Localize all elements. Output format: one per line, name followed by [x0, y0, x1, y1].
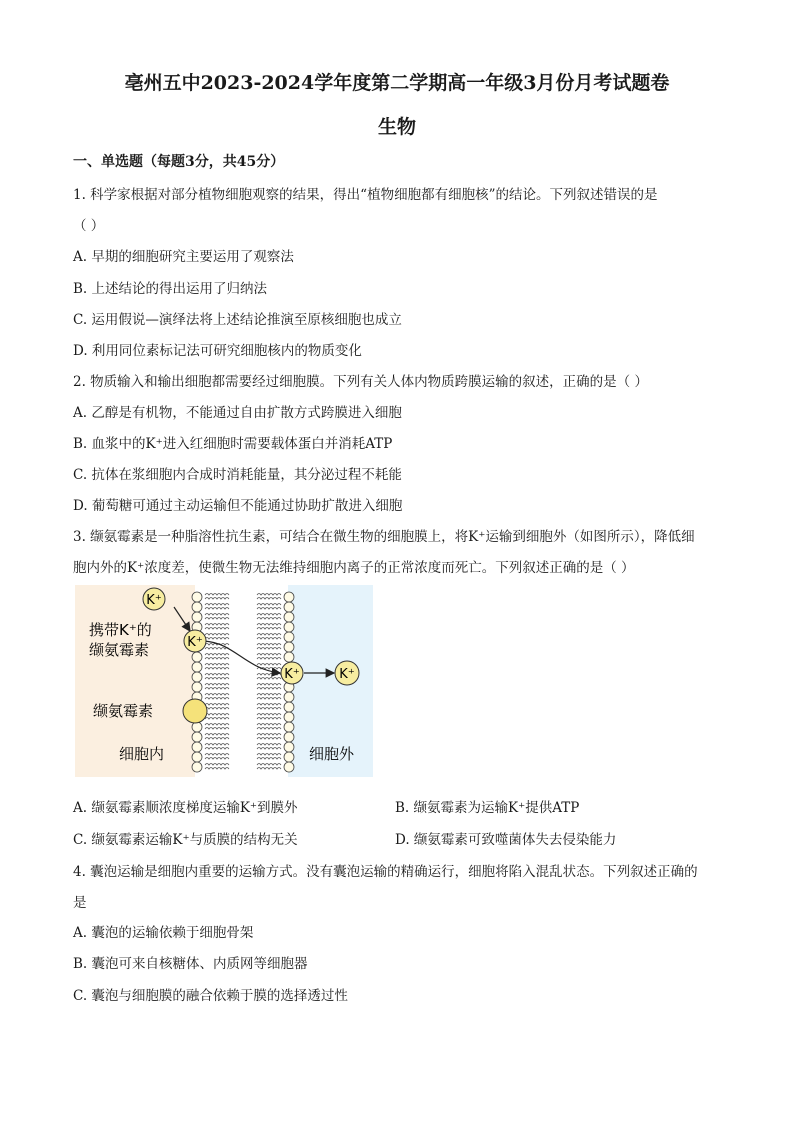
- lipid-head: [192, 742, 202, 752]
- lipid-tail: [257, 604, 281, 606]
- lipid-tail: [257, 688, 281, 690]
- lipid-tail: [257, 768, 281, 770]
- lipid-head: [284, 732, 294, 742]
- lipid-tail: [205, 694, 229, 696]
- lipid-tail: [257, 748, 281, 750]
- lipid-tail: [205, 704, 229, 706]
- k-ion-label-3: K⁺: [284, 667, 300, 682]
- q1-option-c: C. 运用假说—演绎法将上述结论推演至原核细胞也成立: [73, 312, 402, 328]
- lipid-head: [192, 612, 202, 622]
- lipid-head: [192, 722, 202, 732]
- q2-option-d: D. 葡萄糖可通过主动运输但不能通过协助扩散进入细胞: [73, 498, 403, 514]
- lipid-tail: [257, 658, 281, 660]
- lipid-tail: [205, 594, 229, 596]
- lipid-tail: [257, 638, 281, 640]
- lipid-tail: [257, 704, 281, 706]
- lipid-tail: [205, 598, 229, 600]
- lipid-tail: [205, 754, 229, 756]
- lipid-tail: [205, 634, 229, 636]
- lipid-tail: [205, 708, 229, 710]
- lipid-tail: [205, 614, 229, 616]
- valinomycin-figure: [75, 585, 375, 780]
- lipid-head: [284, 612, 294, 622]
- lipid-tail: [257, 664, 281, 666]
- label-valinomycin: 缬氨霉素: [93, 702, 154, 720]
- lipid-tail: [205, 604, 229, 606]
- lipid-tail: [257, 644, 281, 646]
- lipid-head: [284, 652, 294, 662]
- lipid-head: [284, 692, 294, 702]
- lipid-tail: [205, 748, 229, 750]
- lipid-tail: [205, 668, 229, 670]
- lipid-tail: [205, 628, 229, 630]
- q2-option-c: C. 抗体在浆细胞内合成时消耗能量，其分泌过程不耗能: [73, 467, 402, 483]
- lipid-head: [192, 682, 202, 692]
- lipid-tail: [205, 734, 229, 736]
- lipid-tail: [257, 728, 281, 730]
- lipid-tail: [257, 598, 281, 600]
- lipid-head: [192, 672, 202, 682]
- q3-option-d: D. 缬氨霉素可致噬菌体失去侵染能力: [395, 832, 617, 848]
- q4-stem-cont: 是: [73, 895, 87, 911]
- label-carrier-line2: 缬氨霉素: [89, 641, 150, 659]
- lipid-tail: [257, 744, 281, 746]
- lipid-tail: [257, 734, 281, 736]
- lipid-tail: [205, 618, 229, 620]
- lipid-tail: [257, 724, 281, 726]
- q4-option-b: B. 囊泡可来自核糖体、内质网等细胞器: [73, 956, 308, 972]
- lipid-tail: [205, 718, 229, 720]
- lipid-tail: [205, 688, 229, 690]
- q3-option-c: C. 缬氨霉素运输K⁺与质膜的结构无关: [73, 832, 298, 848]
- lipid-tail: [205, 728, 229, 730]
- k-ion-label-2: K⁺: [187, 635, 203, 650]
- lipid-head: [192, 652, 202, 662]
- q4-stem: 4. 囊泡运输是细胞内重要的运输方式。没有囊泡运输的精确运行，细胞将陷入混乱状态。下列叙述正确的: [73, 864, 698, 880]
- q1-option-d: D. 利用同位素标记法可研究细胞核内的物质变化: [73, 343, 362, 359]
- k-ion-label-4: K⁺: [339, 667, 355, 682]
- phospholipid-bilayer: [192, 592, 294, 772]
- q4-option-c: C. 囊泡与细胞膜的融合依赖于膜的选择透过性: [73, 988, 348, 1004]
- lipid-head: [192, 762, 202, 772]
- exam-title: 亳州五中2023-2024学年度第二学期高一年级3月份月考试题卷: [124, 72, 670, 94]
- q1-option-a: A. 早期的细胞研究主要运用了观察法: [73, 249, 294, 265]
- lipid-tail: [205, 608, 229, 610]
- lipid-head: [192, 732, 202, 742]
- q2-option-b: B. 血浆中的K⁺进入红细胞时需要载体蛋白并消耗ATP: [73, 436, 393, 452]
- lipid-tail: [257, 754, 281, 756]
- lipid-tail: [205, 624, 229, 626]
- lipid-tail: [257, 654, 281, 656]
- lipid-head: [284, 712, 294, 722]
- k-ion-label-1: K⁺: [146, 593, 162, 608]
- lipid-tail: [257, 648, 281, 650]
- lipid-tail: [257, 678, 281, 680]
- section-heading: 一、单选题（每题3分，共45分）: [73, 154, 285, 170]
- lipid-tail: [257, 698, 281, 700]
- lipid-tail: [257, 708, 281, 710]
- lipid-tail: [257, 618, 281, 620]
- q4-option-a: A. 囊泡的运输依赖于细胞骨架: [73, 925, 254, 941]
- q3-stem-cont: 胞内外的K⁺浓度差，使微生物无法维持细胞内离子的正常浓度而死亡。下列叙述正确的是（ ）: [73, 560, 635, 576]
- lipid-head: [192, 592, 202, 602]
- lipid-tail: [257, 718, 281, 720]
- q1-stem: 1. 科学家根据对部分植物细胞观察的结果，得出“植物细胞都有细胞核”的结论。下列叙述错误的是: [73, 187, 658, 203]
- q3-stem: 3. 缬氨霉素是一种脂溶性抗生素，可结合在微生物的细胞膜上，将K⁺运输到细胞外（如图所示），降低细: [73, 529, 695, 545]
- lipid-head: [192, 752, 202, 762]
- lipid-head: [284, 752, 294, 762]
- lipid-head: [284, 592, 294, 602]
- lipid-tail: [205, 724, 229, 726]
- lipid-tail: [257, 608, 281, 610]
- q1-option-b: B. 上述结论的得出运用了归纳法: [73, 281, 268, 297]
- lipid-tail: [205, 768, 229, 770]
- lipid-tail: [257, 624, 281, 626]
- q2-stem: 2. 物质输入和输出细胞都需要经过细胞膜。下列有关人体内物质跨膜运输的叙述，正确的是（ ）: [73, 374, 648, 390]
- lipid-tail: [205, 654, 229, 656]
- lipid-tail: [257, 758, 281, 760]
- lipid-tail: [205, 678, 229, 680]
- q1-stem-blank: （ ）: [73, 218, 105, 234]
- lipid-head: [284, 742, 294, 752]
- lipid-head: [284, 722, 294, 732]
- lipid-head: [192, 662, 202, 672]
- label-cell-inside: 细胞内: [119, 745, 165, 763]
- lipid-head: [284, 762, 294, 772]
- lipid-tail: [257, 764, 281, 766]
- lipid-tail: [257, 594, 281, 596]
- q3-option-b: B. 缬氨霉素为运输K⁺提供ATP: [395, 800, 580, 816]
- q2-option-a: A. 乙醇是有机物，不能通过自由扩散方式跨膜进入细胞: [73, 405, 402, 421]
- lipid-tail: [257, 684, 281, 686]
- valinomycin-icon: [183, 699, 207, 723]
- lipid-tail: [205, 698, 229, 700]
- lipid-head: [284, 602, 294, 612]
- lipid-tail: [257, 628, 281, 630]
- lipid-head: [284, 702, 294, 712]
- lipid-tail: [205, 744, 229, 746]
- lipid-tail: [257, 634, 281, 636]
- lipid-tail: [257, 694, 281, 696]
- lipid-head: [284, 632, 294, 642]
- q3-option-a: A. 缬氨霉素顺浓度梯度运输K⁺到膜外: [73, 800, 298, 816]
- lipid-tail: [205, 758, 229, 760]
- lipid-tail: [257, 714, 281, 716]
- lipid-head: [284, 622, 294, 632]
- lipid-head: [284, 642, 294, 652]
- lipid-tail: [257, 614, 281, 616]
- lipid-tail: [257, 738, 281, 740]
- lipid-tail: [205, 638, 229, 640]
- lipid-tail: [205, 658, 229, 660]
- lipid-tail: [205, 674, 229, 676]
- lipid-tail: [205, 684, 229, 686]
- lipid-tail: [205, 714, 229, 716]
- lipid-head: [192, 602, 202, 612]
- lipid-tail: [205, 664, 229, 666]
- lipid-tail: [205, 738, 229, 740]
- label-cell-outside: 细胞外: [309, 745, 355, 763]
- lipid-tail: [257, 674, 281, 676]
- lipid-tail: [205, 648, 229, 650]
- lipid-tail: [205, 764, 229, 766]
- subject-title: 生物: [377, 116, 416, 138]
- label-carrier-line1: 携带K⁺的: [89, 621, 152, 639]
